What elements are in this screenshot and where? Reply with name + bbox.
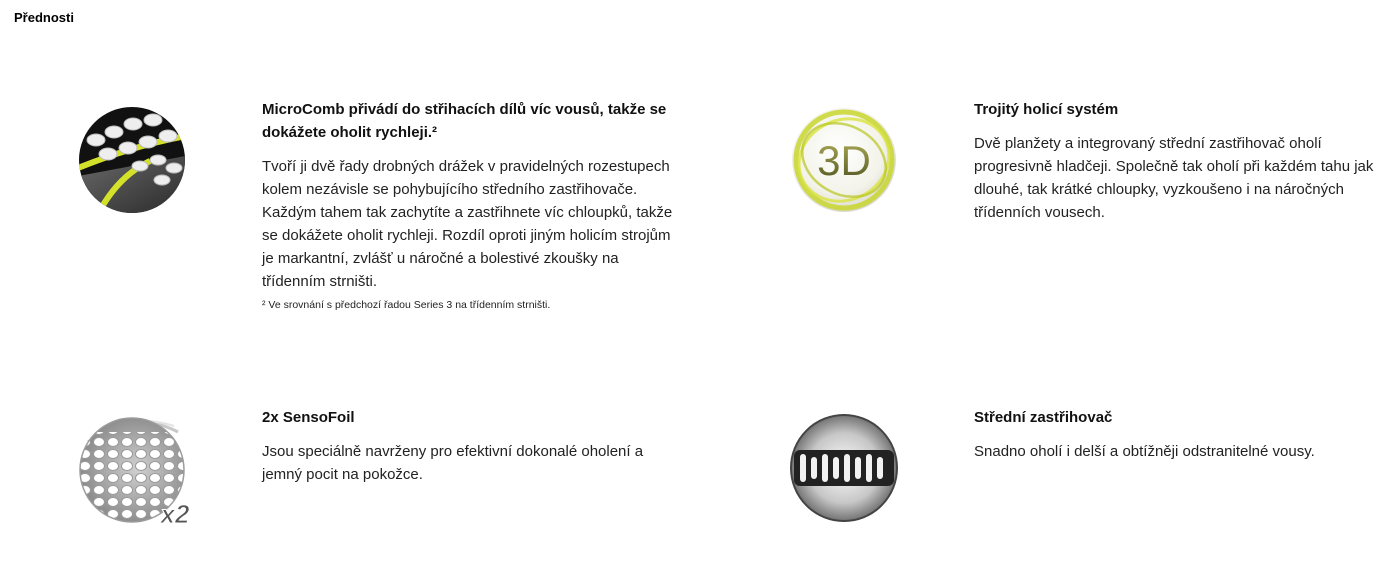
feature-title: Trojitý holicí systém (974, 101, 1119, 118)
sensofoil-icon (78, 412, 196, 526)
footnote: ² Ve srovnání s předchozí řadou Series 3 na třídenním strništi. (262, 299, 551, 311)
feature-title: Střední zastřihovač (974, 409, 1113, 426)
feature-description: Snadno oholí i delší a obtížněji odstranitelné vousy. (974, 443, 1315, 460)
3d-label: 3D (817, 137, 871, 184)
3d-shaving-system-icon (790, 106, 898, 214)
feature-title: 2x SensoFoil (262, 409, 355, 426)
x2-label: x2 (160, 499, 190, 526)
section-title: Přednosti (14, 10, 74, 25)
microcomb-icon (78, 106, 186, 214)
feature-description: Dvě planžety a integrovaný střední zastřihovač oholí progresivně hladčeji. Společně tak oholí při každém tahu jak dlouhé, tak krátké chloupky, vyzkoušeno i na náročných třídenních vousech. (974, 135, 1374, 221)
feature-description: Jsou speciálně navrženy pro efektivní dokonalé oholení a jemný pocit na pokožce. (262, 443, 644, 483)
feature-title: MicroComb přivádí do střihacích dílů víc vousů, takže se dokážete oholit rychleji.² (262, 101, 667, 141)
feature-description: Tvoří ji dvě řady drobných drážek v pravidelných rozestupech kolem nezávisle se pohybujícího středního zastřihovače. Každým tahem tak zachytíte a zastřihnete víc chloupků, takže se dokážete oholit rychleji. Rozdíl oproti jiným holicím strojům je markantní, zvlášť u náročné a bolestivé zkoušky na třídenním strništi. (262, 158, 673, 290)
middle-trimmer-icon (790, 414, 898, 522)
